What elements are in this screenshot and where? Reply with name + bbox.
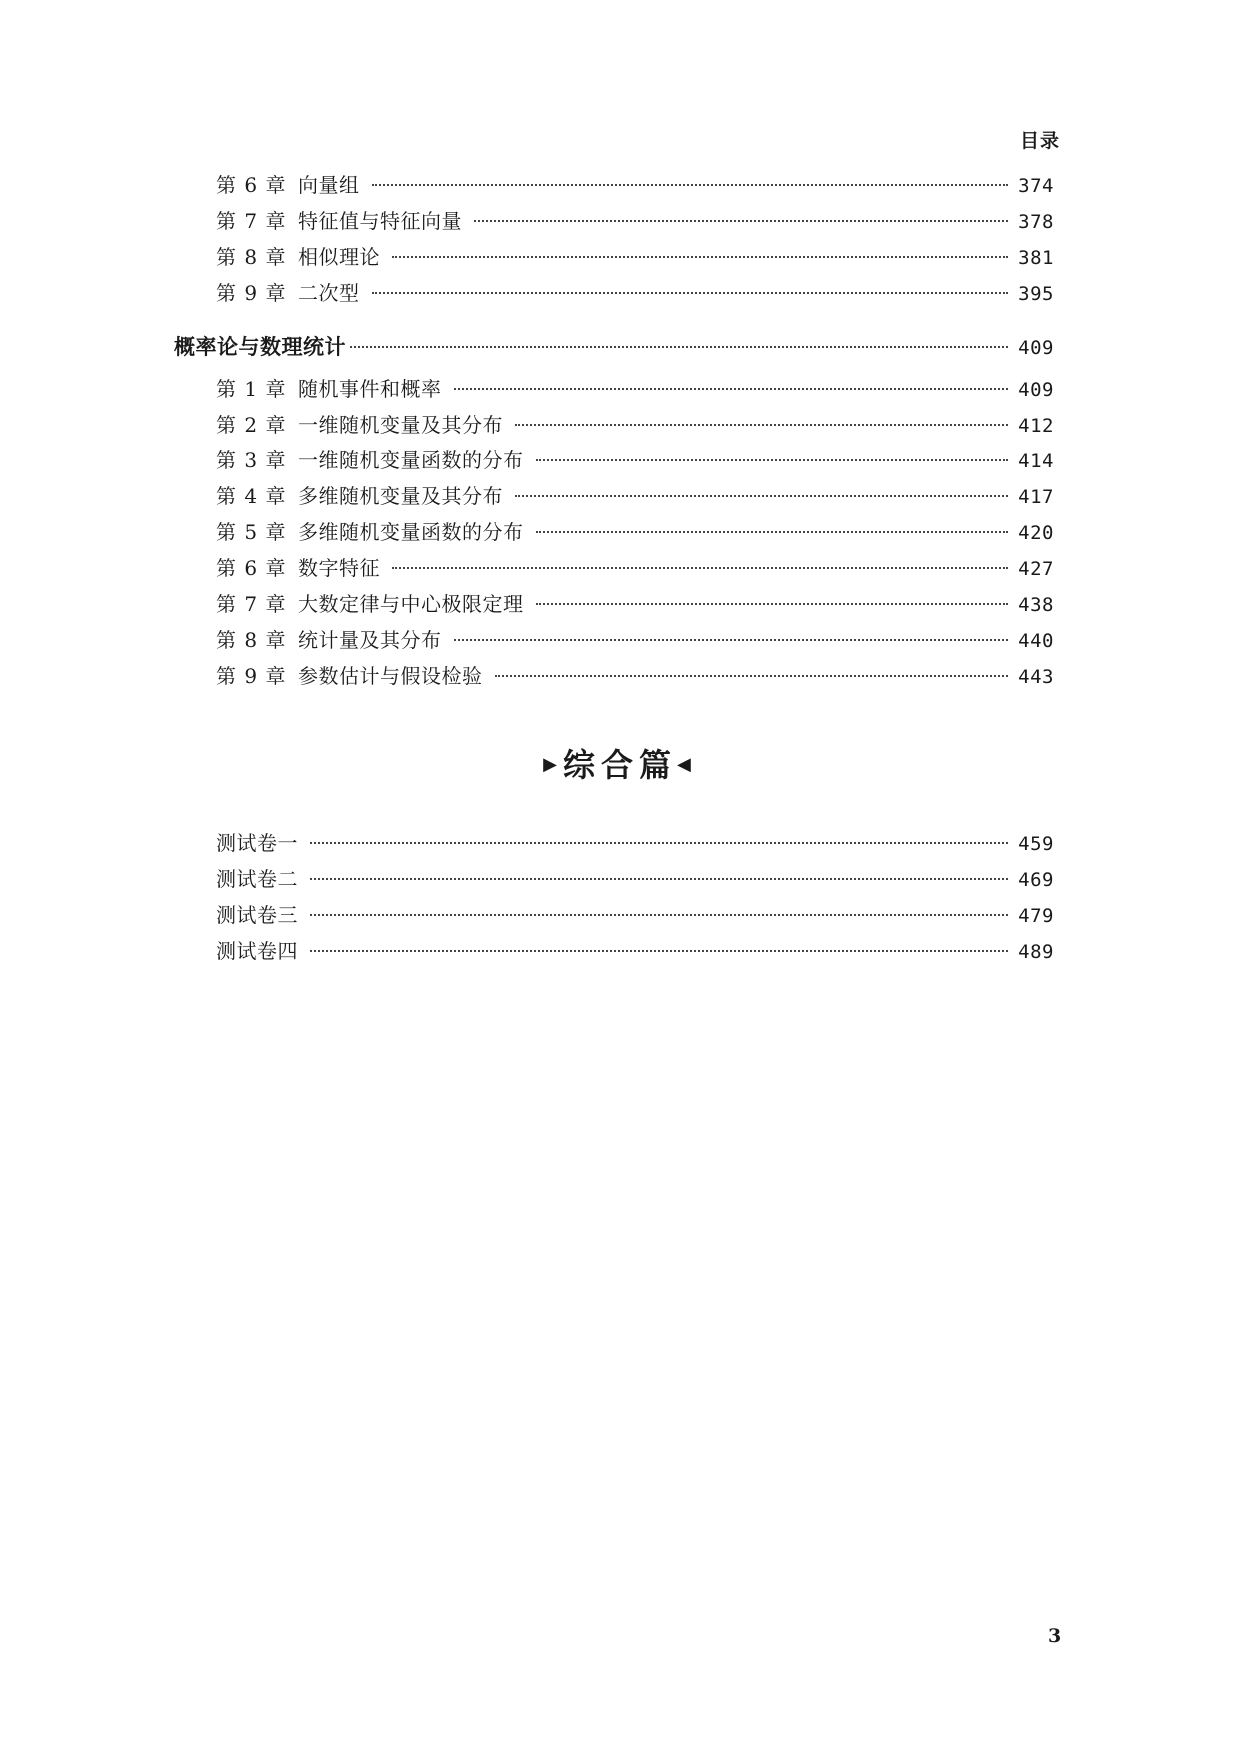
leader-dots [310,840,1008,844]
chapter-number: 第 7 章 [216,209,287,233]
leader-dots [536,457,1009,461]
chapter-number: 第 9 章 [216,664,287,688]
chapter-number: 第 6 章 [216,173,287,197]
leader-dots [310,948,1008,952]
page-ref: 417 [1018,486,1054,508]
page-ref: 409 [1018,337,1054,359]
leader-dots [392,254,1008,258]
page-ref: 443 [1018,666,1054,688]
triangle-left-icon: ◀ [677,754,697,775]
chapter-title: 参数估计与假设检验 [298,664,483,688]
toc-entry[interactable] [216,627,1054,653]
toc-entry[interactable] [216,830,1054,856]
chapter-number: 第 9 章 [216,281,287,305]
page-ref: 459 [1018,833,1054,855]
page-ref: 440 [1018,630,1054,652]
toc-entry[interactable] [216,447,1054,473]
page-number: 3 [1048,1625,1062,1647]
leader-dots [536,601,1009,605]
chapter-number: 第 5 章 [216,520,287,544]
leader-dots [310,876,1008,880]
test-title: 测试卷四 [216,939,298,963]
page-ref: 489 [1018,941,1054,963]
chapter-title: 多维随机变量及其分布 [298,484,503,508]
chapter-number: 第 6 章 [216,556,287,580]
toc-entry[interactable] [216,483,1054,509]
page-ref: 412 [1018,415,1054,437]
page-ref: 420 [1018,522,1054,544]
leader-dots [495,673,1009,677]
page-ref: 479 [1018,905,1054,927]
chapter-title: 随机事件和概率 [298,377,442,401]
page-ref: 374 [1018,175,1054,197]
chapter-title: 相似理论 [298,245,380,269]
toc-entry[interactable] [216,172,1054,198]
leader-dots [474,218,1008,222]
page-ref: 438 [1018,594,1054,616]
leader-dots [350,344,1008,348]
toc-entry[interactable] [216,902,1054,928]
page-ref: 414 [1018,450,1054,472]
chapter-number: 第 8 章 [216,245,287,269]
toc-entry[interactable] [216,519,1054,545]
leader-dots [310,912,1008,916]
chapter-title: 大数定律与中心极限定理 [298,592,524,616]
leader-dots [372,290,1009,294]
chapter-title: 一维随机变量函数的分布 [298,448,524,472]
chapter-title: 统计量及其分布 [298,628,442,652]
toc-entry[interactable] [216,591,1054,617]
toc-entry[interactable] [216,412,1054,438]
chapter-number: 第 3 章 [216,448,287,472]
chapter-title: 一维随机变量及其分布 [298,413,503,437]
chapter-title: 数字特征 [298,556,380,580]
chapter-number: 第 2 章 [216,413,287,437]
toc-entry[interactable] [216,280,1054,306]
page-ref: 427 [1018,558,1054,580]
leader-dots [392,565,1008,569]
chapter-number: 第 4 章 [216,484,287,508]
chapter-number: 第 7 章 [216,592,287,616]
test-title: 测试卷二 [216,867,298,891]
running-header: 目录 [1020,130,1061,152]
page-ref: 469 [1018,869,1054,891]
leader-dots [454,637,1009,641]
leader-dots [515,422,1008,426]
leader-dots [536,529,1009,533]
section-title: 概率论与数理统计 [174,335,346,359]
toc-entry[interactable] [216,208,1054,234]
page-ref: 381 [1018,247,1054,269]
toc-entry[interactable] [216,244,1054,270]
chapter-title: 向量组 [298,173,360,197]
chapter-number: 第 8 章 [216,628,287,652]
part-title [0,740,1240,786]
toc-entry[interactable] [216,376,1054,402]
toc-entry[interactable] [216,866,1054,892]
test-title: 测试卷一 [216,831,298,855]
part-title-text: 综合篇 [562,746,677,784]
toc-entry[interactable] [216,938,1054,964]
page-ref: 395 [1018,283,1054,305]
leader-dots [454,386,1009,390]
test-title: 测试卷三 [216,903,298,927]
leader-dots [372,182,1009,186]
page-ref: 378 [1018,211,1054,233]
toc-entry[interactable] [216,663,1054,689]
chapter-title: 特征值与特征向量 [298,209,462,233]
page-ref: 409 [1018,379,1054,401]
leader-dots [515,493,1008,497]
toc-entry[interactable] [216,555,1054,581]
chapter-title: 二次型 [298,281,360,305]
chapter-number: 第 1 章 [216,377,287,401]
triangle-right-icon: ▶ [543,754,563,775]
toc-section-probability[interactable] [174,334,1054,360]
chapter-title: 多维随机变量函数的分布 [298,520,524,544]
